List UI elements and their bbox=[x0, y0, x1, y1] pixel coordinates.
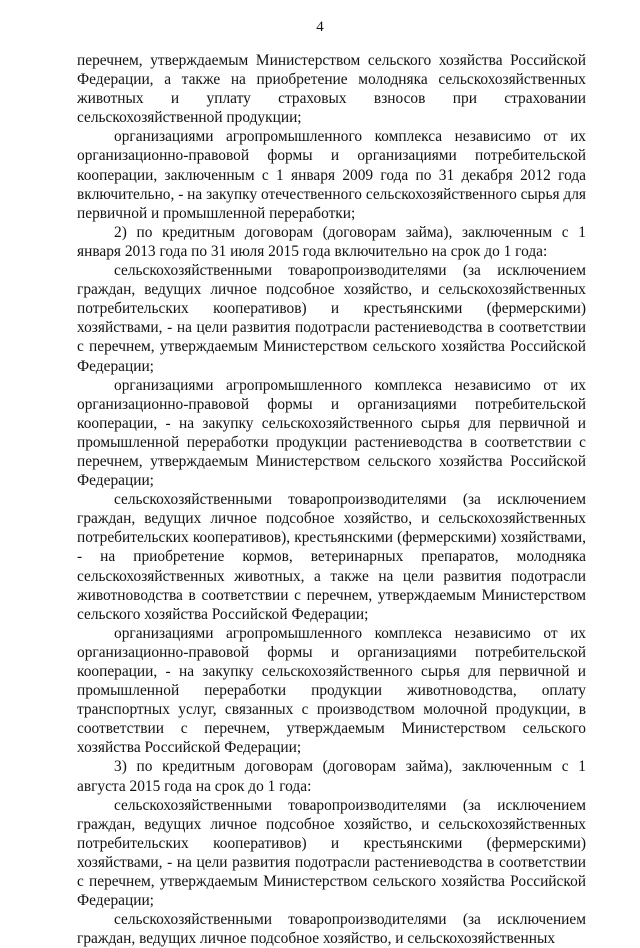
document-body bbox=[77, 51, 586, 948]
paragraph: сельскохозяйственными товаропроизводителями (за исключением граждан, ведущих личное подсобное хозяйство, и сельскохозяйственных потребительских кооперативов) и крестьянскими (фермерскими) хозяйствами, - на цели развития подотрасли растениеводства в соответствии с перечнем, утверждаемым Министерством сельского хозяйства Российской Федерации; bbox=[77, 262, 586, 375]
paragraph: организациями агропромышленного комплекса независимо от их организационно-правовой формы и организациями потребительской кооперации, - на закупку сельскохозяйственного сырья для первичной и промышленной переработки продукции животноводства, оплату транспортных услуг, связанных с производством молочной продукции, в соответствии с перечнем, утверждаемым Министерством сельского хозяйства Российской Федерации; bbox=[77, 624, 586, 757]
paragraph: сельскохозяйственными товаропроизводителями (за исключением граждан, ведущих личное подсобное хозяйство, и сельскохозяйственных потребительских кооперативов), крестьянскими (фермерскими) хозяйствами, - на приобретение кормов, ветеринарных препаратов, молодняка сельскохозяйственных животных, а также на цели развития подотрасли животноводства в соответствии с перечнем, утверждаемым Министерством сельского хозяйства Российской Федерации; bbox=[77, 491, 586, 623]
paragraph-continued: перечнем, утверждаемым Министерством сельского хозяйства Российской Федерации, а также на приобретение молодняка сельскохозяйственных животных и уплату страховых взносов при страховании сельскохозяйственной продукции; bbox=[77, 52, 586, 127]
paragraph: организациями агропромышленного комплекса независимо от их организационно-правовой формы и организациями потребительской кооперации, - на закупку сельскохозяйственного сырья для первичной и промышленной переработки продукции растениеводства в соответствии с перечнем, утверждаемым Министерством сельского хозяйства Российской Федерации; bbox=[77, 376, 586, 490]
paragraph: организациями агропромышленного комплекса независимо от их организационно-правовой формы и организациями потребительской кооперации, заключенным с 1 января 2009 года по 31 декабря 2012 года включительно, - на закупку отечественного сельскохозяйственного сырья для первичной и промышленной переработки; bbox=[77, 128, 587, 222]
paragraph-continues: сельскохозяйственными товаропроизводителями (за исключением граждан, ведущих личное подсобное хозяйство, и сельскохозяйственных bbox=[77, 911, 586, 948]
paragraph-item-3: 3) по кредитным договорам (договорам займа), заключенным с 1 августа 2015 года на срок до 1 года: bbox=[77, 758, 586, 795]
page-number: 4 bbox=[316, 19, 324, 35]
paragraph: сельскохозяйственными товаропроизводителями (за исключением граждан, ведущих личное подсобное хозяйство, и сельскохозяйственных потребительских кооперативов) и крестьянскими (фермерскими) хозяйствами, - на цели развития подотрасли растениеводства в соответствии с перечнем, утверждаемым Министерством сельского хозяйства Российской Федерации; bbox=[77, 796, 586, 910]
paragraph-item-2: 2) по кредитным договорам (договорам займа), заключенным с 1 января 2013 года по 31 июля 2015 года включительно на срок до 1 года: bbox=[77, 223, 586, 260]
